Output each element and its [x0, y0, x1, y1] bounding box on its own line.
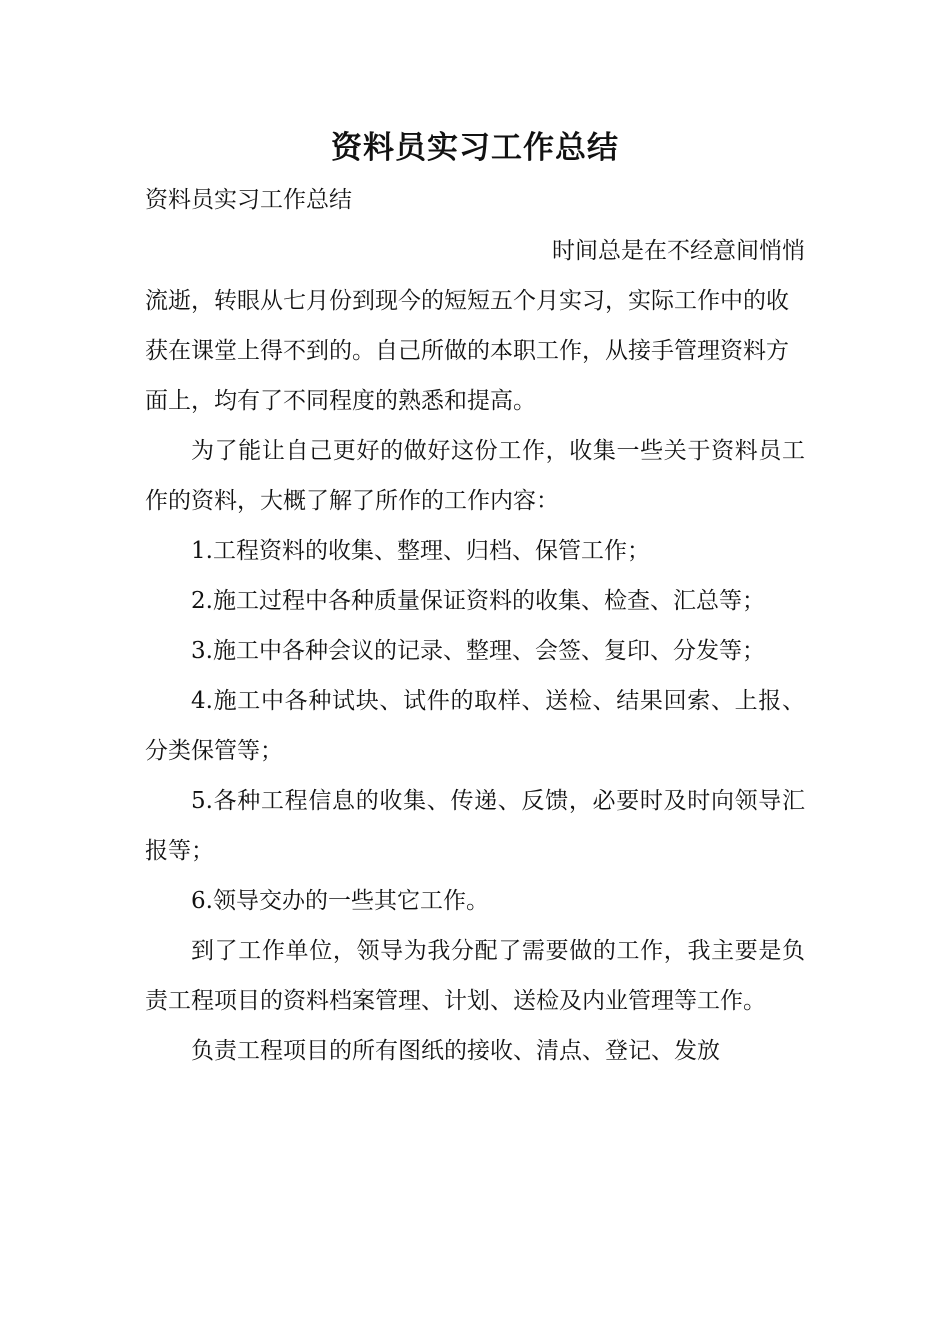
paragraph-4: 负责工程项目的所有图纸的接收、清点、登记、发放	[191, 1038, 720, 1064]
list-item-1: 1.工程资料的收集、整理、归档、保管工作；	[191, 538, 650, 564]
paragraph-1	[145, 226, 805, 426]
document-body	[145, 226, 805, 1076]
list-item-4: 4.施工中各种试块、试件的取样、送检、结果回索、上报、分类保管等；	[145, 688, 805, 764]
paragraph-1-lead: 时间总是在不经意间悄悄	[552, 238, 805, 264]
list-item-3: 3.施工中各种会议的记录、整理、会签、复印、分发等；	[191, 638, 765, 664]
list-item-6: 6.领导交办的一些其它工作。	[191, 888, 489, 914]
document-title: 资料员实习工作总结	[331, 130, 619, 166]
paragraph-3: 到了工作单位，领导为我分配了需要做的工作，我主要是负责工程项目的资料档案管理、计划、送检及内业管理等工作。	[145, 938, 805, 1014]
list-item-5: 5.各种工程信息的收集、传递、反馈，必要时及时向领导汇报等；	[145, 788, 805, 864]
document-subtitle: 资料员实习工作总结	[145, 187, 352, 213]
list-item-2: 2.施工过程中各种质量保证资料的收集、检查、汇总等；	[191, 588, 765, 614]
paragraph-1-text: 流逝，转眼从七月份到现今的短短五个月实习，实际工作中的收获在课堂上得不到的。自己所做的本职工作，从接手管理资料方面上，均有了不同程度的熟悉和提高。	[145, 288, 789, 414]
paragraph-2: 为了能让自己更好的做好这份工作，收集一些关于资料员工作的资料，大概了解了所作的工作内容：	[145, 438, 805, 514]
